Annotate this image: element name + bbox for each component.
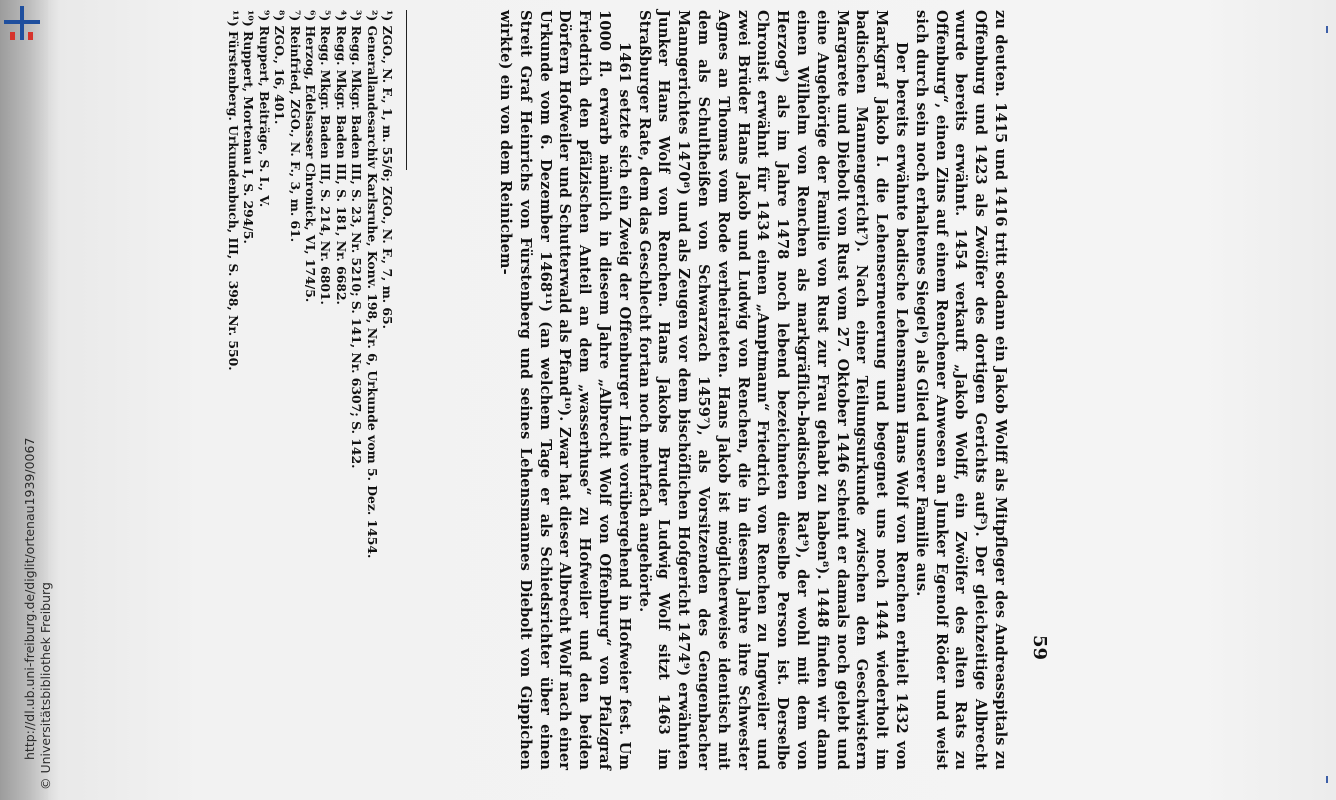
copyright-notice: © Universitätsbibliothek Freiburg (38, 582, 53, 790)
footnote: ²) Generallandesarchiv Karlsruhe, Konv. 198, Nr. 6, Urkunde vom 5. Dez. 1454. (364, 10, 380, 559)
edge-mark-top (1326, 26, 1328, 33)
footnote: ⁶) Herzog, Edelsasser Chronick, VI, 174/5. (302, 10, 318, 303)
edge-mark-bottom (1326, 776, 1328, 783)
footnote: ⁵) Regg. Mkgr. Baden III, S. 214, Nr. 6801. (318, 10, 334, 305)
paragraph-3: 1461 setzte sich ein Zweig der Offenburger Linie vorübergehend in Hofweier fest. Um 1000 fl. erwarb nämlich in diesem Jahre „Albrecht Wolf von Offenburg“ von Pfalzgraf Friedrich den pfälzischen Anteil an dem „wasserhuse“ zu Hofweiler und den beiden Dörfern Hofweiler und Schutterwald als Pfand¹⁰). Zwar hat dieser Albrecht Wolf nach einer Urkunde vom 6. Dezember 1468¹¹) (an welchem Tage er als Schiedsrichter über einen Streit Graf Heinrichs von Fürstenberg und seines Lehensmannes Diebolt von Gippichen wirkte) ein von dem Reinichem- (497, 10, 633, 770)
footnote: ⁹) Ruppert, Beiträge, S. I., V. (256, 10, 272, 208)
university-logo-icon (4, 6, 40, 42)
footnotes (226, 10, 395, 770)
footnote: ⁴) Regg. Mkgr. Baden III, S. 181, Nr. 6682. (333, 10, 349, 305)
footnote: ⁷) Reinfried, ZGO., N. F., 3, m. 61. (287, 10, 303, 243)
footnote: ¹¹) Fürstenberg. Urkundenbuch, III, S. 398, Nr. 550. (225, 10, 241, 371)
paragraph-2: Der bereits erwähnte badische Lehensmann Hans Wolf von Renchen erhielt 1432 von Markgraf Jakob I. die Lehenserneuerung und begegnet uns noch 1444 wiederholt im badischen Mannengericht⁷). Nach einer Teilungsurkunde zwischen den Geschwistern Margarete und Diebolt von Rust vom 27. Oktober 1446 scheint er damals noch gelebt und eine Angehörige der Familie von Rust zur Frau gehabt zu haben⁸). 1448 finden wir dann einen Wilhelm von Renchen als markgräflich-badischen Rat⁹), der wohl mit dem von Herzog⁹) als im Jahre 1478 noch lebend bezeichneten dieselbe Person ist. Derselbe Chronist erwähnt für 1434 einen „Amptmann“ Friedrich von Renchen zu Ingweiler und zwei Brüder Hans Jakob und Ludwig von Renchen, die in diesem Jahre ihre Schwester Agnes an Thomas vom Rode verheirateten. Hans Jakob ist möglicherweise identisch mit dem als Schultheißen von Schwarzach 1459⁷), als Vorsitzenden des Gengenbacher Manngerichtes 1470⁸) und als Zeugen vor dem bischöflichen Hofgericht 1474⁹) erwähnten Junker Hans Wolf von Renchen. Hans Jakobs Bruder Ludwig Wolf sitzt 1463 im Straßburger Rate, dem das Geschlecht fortan noch mehrfach angehörte. (635, 10, 911, 770)
scanned-book-page (50, 10, 1050, 790)
page-number: 59 (1029, 634, 1050, 660)
paragraph-1: zu deuten. 1415 und 1416 tritt sodann ein Jakob Wolff als Mitpfleger des Andreasspitals zu Offenburg und 1423 als Zwölfer des dortigen Gerichts auf⁵). Der gleichzeitige Albrecht wurde bereits erwähnt. 1454 verkauft „Jakob Wolff, ein Zwölfer des alten Rats zu Offenburg“, einen Zins auf einem Renchener Anwesen an Junker Egenolf Röder und weist sich durch sein noch erhaltenes Siegel⁶) als Glied unserer Familie aus. (912, 10, 1009, 770)
source-url[interactable]: http://dl.ub.uni-freiburg.de/diglit/ortenau1939/0067 (22, 437, 37, 760)
page-body (495, 10, 1010, 770)
footnote: ⁸) ZGO., 16, 401. (272, 10, 288, 125)
footnote-divider (406, 10, 407, 170)
footnote: ¹⁰) Ruppert, Mortenau I, S. 294/5. (241, 10, 257, 244)
footnote: ¹) ZGO., N. F., 1, m. 55/6; ZGO., N. F., 7, m. 65. (380, 10, 395, 329)
footnote: ³) Regg. Mkgr. Baden III, S. 23, Nr. 5210; S. 141, Nr. 6307; S. 142. (349, 10, 365, 469)
